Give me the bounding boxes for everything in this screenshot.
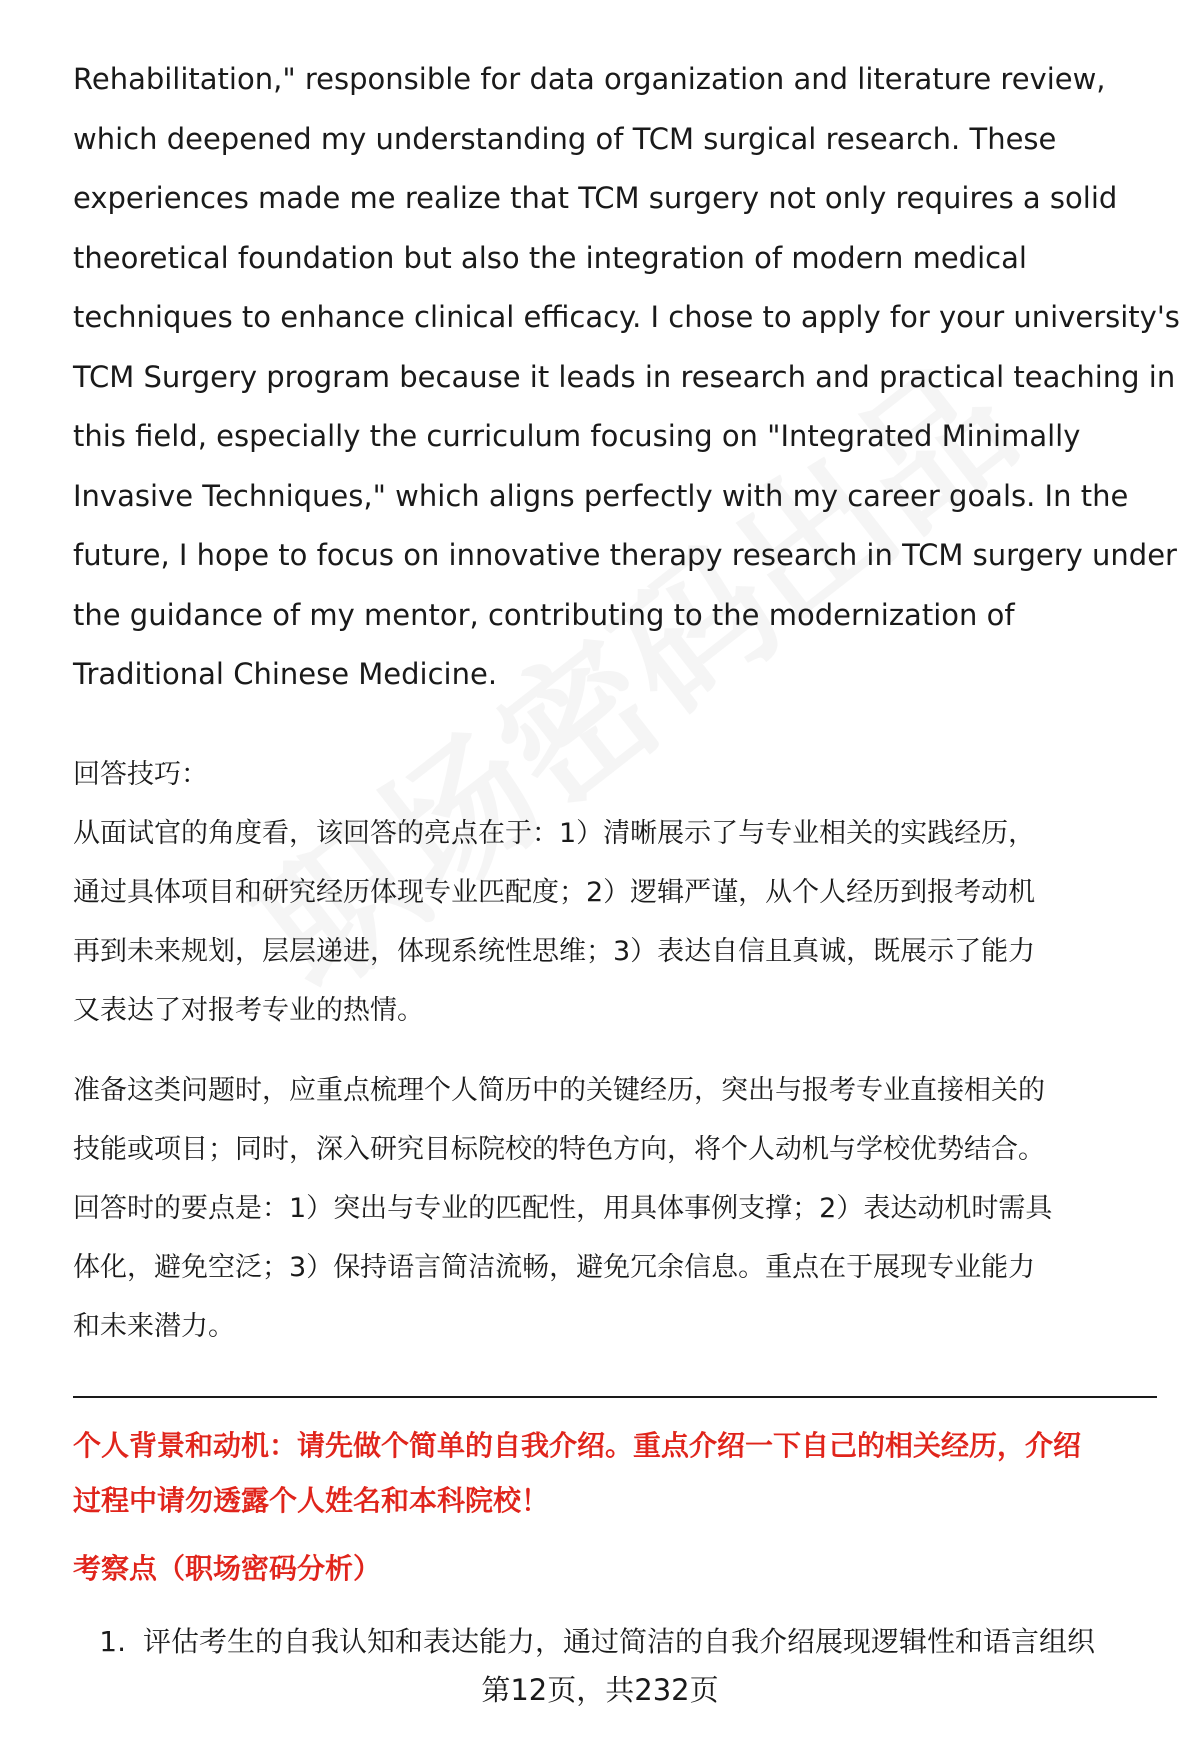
list-text: 评估考生的自我认知和表达能力，通过简洁的自我介绍展现逻辑性和语言组织 [143,1624,1096,1658]
tips-title: 回答技巧： [73,758,208,790]
prep-line: 技能或项目；同时，深入研究目标院校的特色方向，将个人动机与学校优势结合。 [73,1133,1045,1165]
paragraph-line: theoretical foundation but also the integration of modern medical [73,240,1027,275]
document-page [73,50,1180,1667]
section-divider [73,1396,1157,1398]
paragraph-line: which deepened my understanding of TCM surgical research. These [73,121,1057,156]
english-answer-paragraph [73,50,1180,705]
question-line: 个人背景和动机：请先做个简单的自我介绍。重点介绍一下自己的相关经历，介绍 [73,1428,1082,1462]
paragraph-line: this field, especially the curriculum focusing on "Integrated Minimally [73,419,1081,453]
prep-line: 体化，避免空泛；3）保持语言简洁流畅，避免冗余信息。重点在于展现专业能力 [73,1251,1036,1283]
tips-line: 从面试官的角度看，该回答的亮点在于：1）清晰展示了与专业相关的实践经历， [73,817,1036,849]
paragraph-line: techniques to enhance clinical efficacy. I chose to apply for your university's [73,300,1180,334]
list-item [73,1617,1157,1667]
question-line: 过程中请勿透露个人姓名和本科院校！ [73,1483,550,1517]
paragraph-line: TCM Surgery program because it leads in research and practical teaching in [73,359,1176,394]
focus-title: 考察点（职场密码分析） [73,1551,382,1585]
prep-line: 准备这类问题时，应重点梳理个人简历中的关键经历，突出与报考专业直接相关的 [73,1074,1045,1106]
prep-line: 和未来潜力。 [73,1310,235,1342]
tips-line: 又表达了对报考专业的热情。 [73,994,424,1026]
tips-line: 再到未来规划，层层递进，体现系统性思维；3）表达自信且真诚，既展示了能力 [73,935,1036,967]
tips-line: 通过具体项目和研究经历体现专业匹配度；2）逻辑严谨，从个人经历到报考动机 [73,876,1036,908]
paragraph-line: Rehabilitation," responsible for data organization and literature review, [73,62,1106,96]
answer-tips-section [73,745,1157,1040]
interview-question [73,1418,1157,1528]
paragraph-line: future, I hope to focus on innovative therapy research in TCM surgery under [73,538,1177,572]
prep-line: 回答时的要点是：1）突出与专业的匹配性，用具体事例支撑；2）表达动机时需具 [73,1192,1053,1224]
page-footer: 第12页，共232页 [481,1673,719,1707]
preparation-section [73,1061,1157,1356]
paragraph-line: Traditional Chinese Medicine. [73,657,498,691]
paragraph-line: Invasive Techniques," which aligns perfectly with my career goals. In the [73,478,1129,513]
paragraph-line: the guidance of my mentor, contributing to the modernization of [73,597,1015,632]
paragraph-line: experiences made me realize that TCM surgery not only requires a solid [73,181,1118,215]
list-number: 1. [99,1624,126,1658]
